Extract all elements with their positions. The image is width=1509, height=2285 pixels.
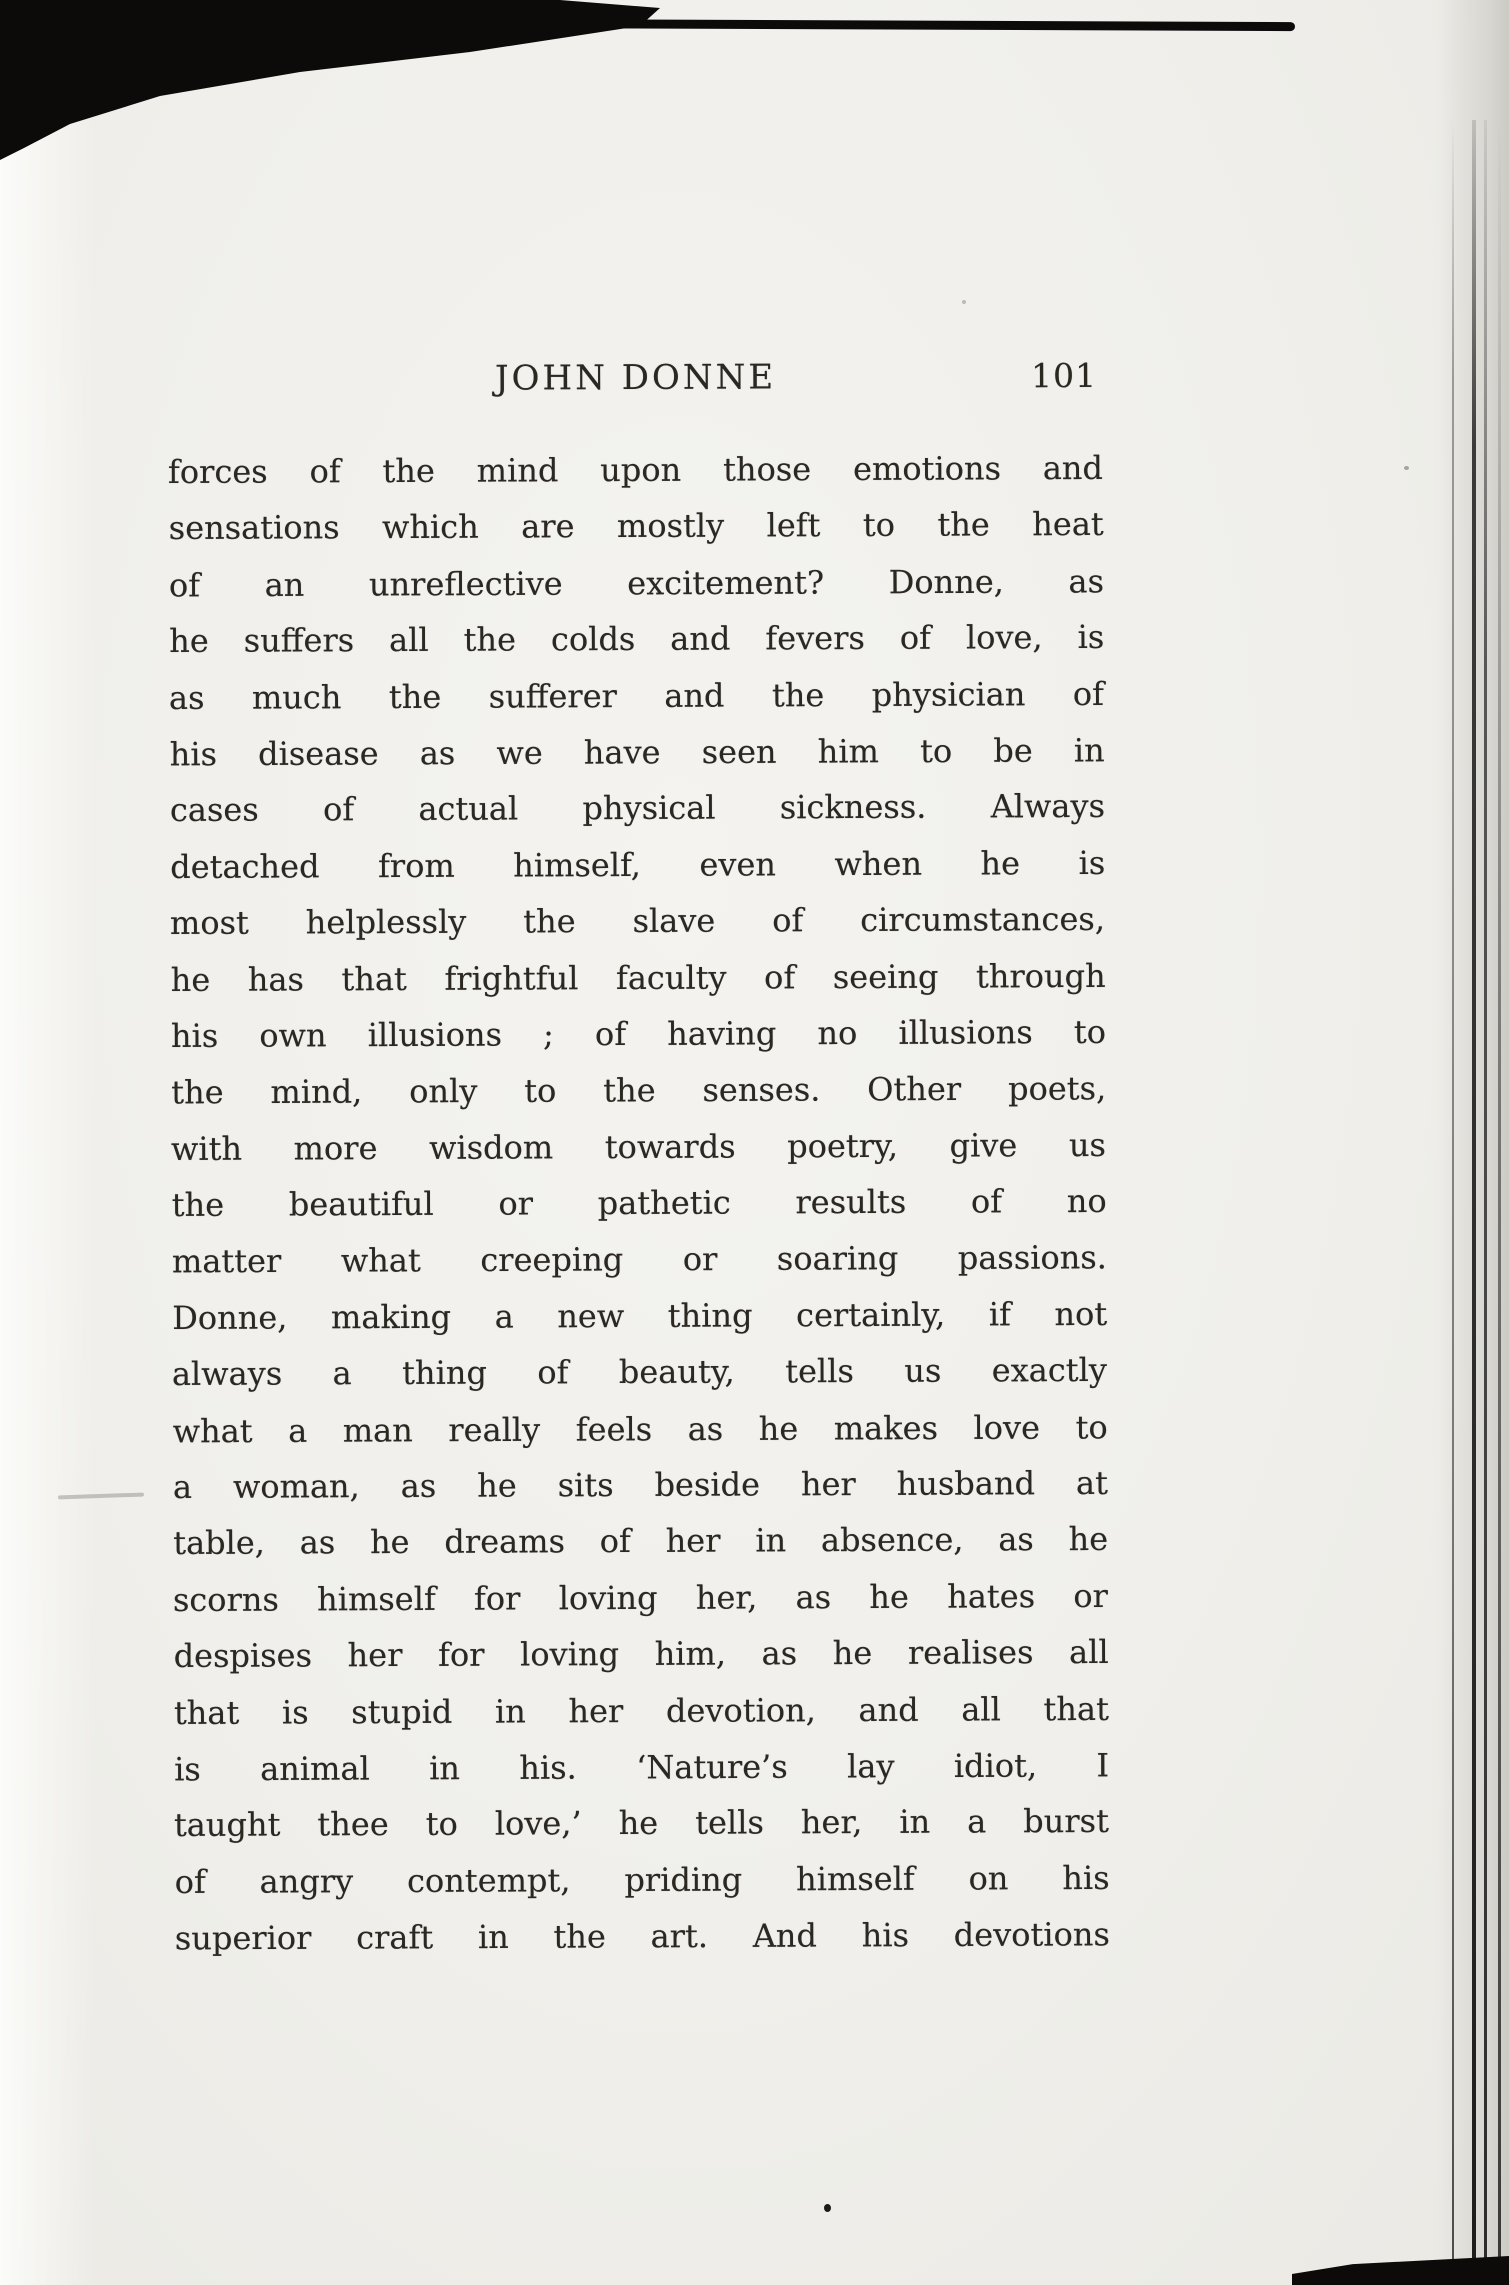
text-line: a woman, as he sits beside her husband at (172, 1463, 1108, 1507)
text-line: scorns himself for loving her, as he hates or (172, 1576, 1108, 1619)
binding-line (1498, 120, 1501, 2285)
text-line: sensations which are mostly left to the heat (168, 505, 1104, 548)
text-line: of an unreflective excitement? Donne, as (168, 562, 1105, 605)
text-line: what a man really feels as he makes love to (172, 1407, 1108, 1451)
text-line: his own illusions ; of having no illusions to (170, 1012, 1107, 1055)
text-line: that is stupid in her devotion, and all that (173, 1689, 1109, 1732)
text-line: table, as he dreams of her in absence, as he (173, 1520, 1109, 1563)
binding-line (1484, 120, 1487, 2285)
text-line: he suffers all the colds and fevers of love, is (169, 618, 1105, 661)
page-number: 101 (1030, 355, 1098, 396)
scan-speck (962, 300, 966, 304)
page-title: JOHN DONNE (494, 357, 777, 399)
text-line: with more wisdom towards poetry, give us (170, 1125, 1107, 1168)
scan-artifact-bottom-bar (1292, 2256, 1509, 2285)
text-block (168, 356, 1110, 1967)
text-line: his disease as we have seen him to be in (169, 731, 1105, 774)
text-line: despises her for loving him, as he realises all (173, 1633, 1109, 1676)
text-line: is animal in his. ‘Nature’s lay idiot, I (174, 1746, 1110, 1789)
scan-margin-mark (58, 1493, 144, 1500)
binding-line (1452, 120, 1454, 2285)
scan-speck (824, 2204, 831, 2212)
text-line: the beautiful or pathetic results of no (171, 1181, 1107, 1225)
text-line: taught thee to love,’ he tells her, in a burst (173, 1802, 1109, 1845)
text-line: most helplessly the slave of circumstances, (169, 900, 1106, 943)
text-line: detached from himself, even when he is (170, 843, 1106, 886)
text-line: cases of actual physical sickness. Always (169, 787, 1106, 830)
text-line: forces of the mind upon those emotions and (167, 448, 1104, 492)
text-line: always a thing of beauty, tells us exactly (171, 1351, 1107, 1394)
body-text (168, 440, 1110, 1967)
text-line: Donne, making a new thing certainly, if not (172, 1294, 1108, 1337)
binding-line (1472, 120, 1476, 2285)
text-line: superior craft in the art. And his devotions (174, 1915, 1110, 1958)
text-line: matter what creeping or soaring passions. (171, 1238, 1108, 1281)
running-header (168, 356, 1103, 404)
text-line: as much the sufferer and the physician of (168, 674, 1105, 717)
scan-speck (1404, 466, 1409, 470)
text-line: the mind, only to the senses. Other poets, (171, 1069, 1107, 1112)
text-line: he has that frightful faculty of seeing through (170, 956, 1106, 999)
text-line: of angry contempt, priding himself on his (174, 1858, 1110, 1901)
